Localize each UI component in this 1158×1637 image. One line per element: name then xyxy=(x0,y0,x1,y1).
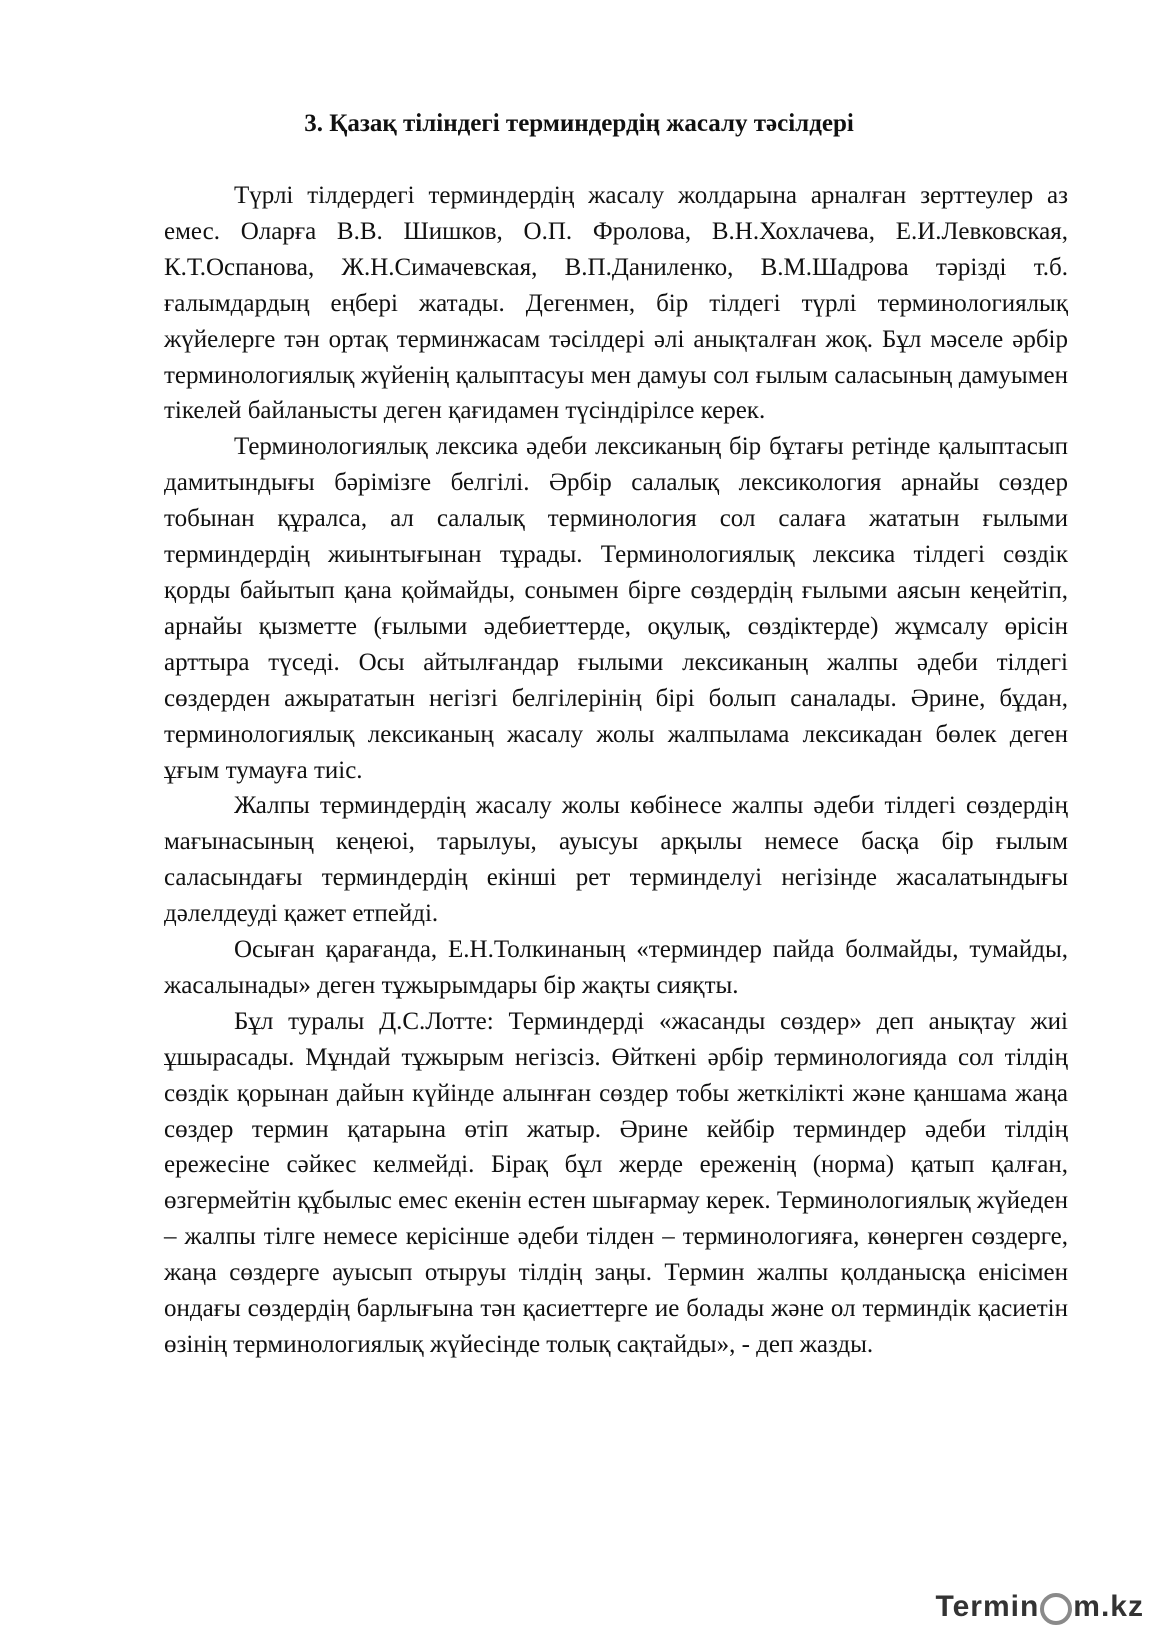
watermark-text-end: m.kz xyxy=(1073,1590,1144,1623)
watermark-o-icon xyxy=(1040,1593,1072,1625)
document-body xyxy=(164,178,1068,1363)
page-title: 3. Қазақ тіліндегі терминдердің жасалу тәсілдері xyxy=(304,110,854,137)
paragraph: Бұл туралы Д.С.Лотте: Терминдерді «жасанды сөздер» деп анықтау жиі ұшырасады. Мұндай тұжырым негізсіз. Өйткені әрбір терминологияда сол тілдің сөздік қорынан дайын күйінде алынған сөздер тобы жеткілікті және қаншама жаңа сөздер термин қатарына өтіп жатыр. Әрине кейбір терминдер әдеби тілдің ережесіне сәйкес келмейді. Бірақ бұл жерде ереженің (норма) қатып қалған, өзгермейтін құбылыс емес екенін естен шығармау керек. Терминологиялық жүйеден – жалпы тілге немесе керісінше әдеби тілден – терминологияға, көнерген сөздерге, жаңа сөздерге ауысып отыруы тілдің заңы. Термин жалпы қолданысқа енісімен ондағы сөздердің барлығына тән қасиеттерге ие болады және ол терминдік қасиетін өзінің терминологиялық жүйесінде толық сақтайды», - деп жазды. xyxy=(164,1007,1068,1358)
paragraph: Осыған қарағанда, Е.Н.Толкинаның «терминдер пайда болмайды, тумайды, жасалынады» деген тұжырымдары бір жақты сияқты. xyxy=(164,936,1068,999)
paragraph: Түрлі тілдердегі терминдердің жасалу жолдарына арналған зерттеулер аз емес. Оларға В.В. Шишков, О.П. Фролова, В.Н.Хохлачева, Е.И.Левковская, К.Т.Оспанова, Ж.Н.Симачевская, В.П.Даниленко, В.М.Шадрова тәрізді т.б. ғалымдардың еңбері жатады. Дегенмен, бір тілдегі түрлі терминологиялық жүйелерге тән ортақ терминжасам тәсілдері әлі анықталған жоқ. Бұл мәселе әрбір терминологиялық жүйенің қалыптасуы мен дамуы сол ғылым саласының дамуымен тікелей байланысты деген қағидамен түсіндірілсе керек. xyxy=(164,182,1068,425)
watermark-text-start: Termin xyxy=(935,1590,1040,1623)
termincom-logo xyxy=(936,1590,1145,1624)
watermark-logo xyxy=(936,1585,1145,1629)
paragraph: Жалпы терминдердің жасалу жолы көбінесе жалпы әдеби тілдегі сөздердің мағынасының кеңеюі, тарылуы, ауысуы арқылы немесе басқа бір ғылым саласындағы терминдердің екінші рет терминделуі негізінде жасалатындығы дәлелдеуді қажет етпейді. xyxy=(164,792,1068,928)
paragraph: Терминологиялық лексика әдеби лексиканың бір бұтағы ретінде қалыптасып дамитындығы бәрімізге белгілі. Әрбір салалық лексикология арнайы сөздер тобынан құралса, ал салалық терминология сол салаға жататын ғылыми терминдердің жиынтығынан тұрады. Терминологиялық лексика тілдегі сөздік қорды байытып қана қоймайды, сонымен бірге сөздердің ғылыми аясын кеңейтіп, арнайы қызметте (ғылыми әдебиеттерде, оқулық, сөздіктерде) жұмсалу өрісін арттыра түседі. Осы айтылғандар ғылыми лексиканың жалпы әдеби тілдегі сөздерден ажырататын негізгі белгілерінің бірі болып саналады. Әрине, бұдан, терминологиялық лексиканың жасалу жолы жалпылама лексикадан бөлек деген ұғым тумауға тиіс. xyxy=(164,433,1068,784)
